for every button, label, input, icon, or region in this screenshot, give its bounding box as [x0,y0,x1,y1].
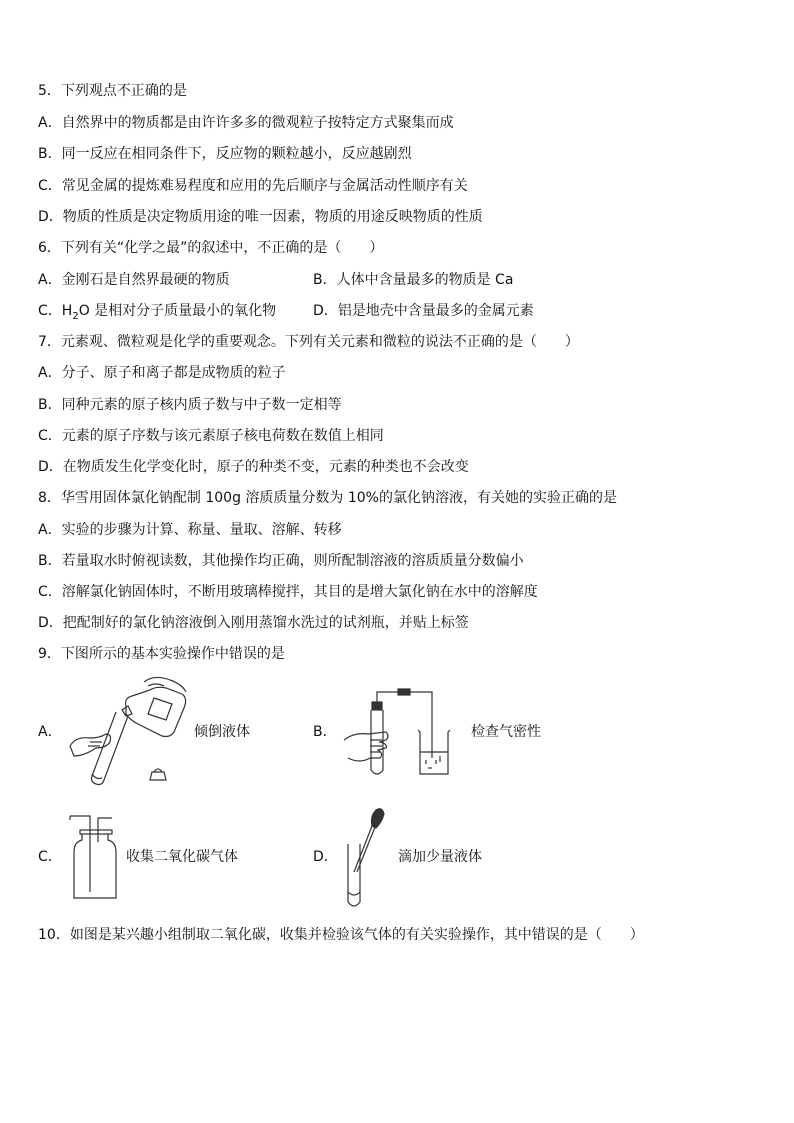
q6-option-b: B．人体中含量最多的物质是 Ca [313,272,514,288]
q5-stem: 5．下列观点不正确的是 [38,83,187,99]
q9-option-a-caption: 倾倒液体 [194,724,250,740]
q9-option-a-letter: A． [38,724,62,740]
q9-stem: 9．下图所示的基本实验操作中错误的是 [38,646,285,662]
q9-option-d-letter: D． [313,849,338,865]
airtightness-check-figure [340,684,466,780]
q7-option-b: B．同种元素的原子核内质子数与中子数一定相等 [38,397,342,413]
q6-option-a: A．金刚石是自然界最硬的物质 [38,272,230,288]
q9-option-b-letter: B． [313,724,337,740]
q6-option-c-suffix: O 是相对分子质量最小的氧化物 [78,303,277,319]
q8-option-c: C．溶解氯化钠固体时，不断用玻璃棒搅拌，其目的是增大氯化钠在水中的溶解度 [38,584,538,600]
q6-stem: 6．下列有关“化学之最”的叙述中，不正确的是（ ） [38,240,384,256]
q8-option-b: B．若量取水时俯视读数，其他操作均正确，则所配制溶液的溶质质量分数偏小 [38,553,524,569]
q10-stem: 10．如图是某兴趣小组制取二氧化碳，收集并检验该气体的有关实验操作，其中错误的是（ ） [38,927,644,943]
q5-option-b: B．同一反应在相同条件下，反应物的颗粒越小，反应越剧烈 [38,146,412,162]
q6-option-c-subscript: 2 [72,310,79,322]
q6-option-d: D．铝是地壳中含量最多的金属元素 [313,303,534,319]
q5-option-c: C．常见金属的提炼难易程度和应用的先后顺序与金属活动性顺序有关 [38,178,468,194]
q9-option-d-caption: 滴加少量液体 [398,849,482,865]
gas-collection-bottle-figure [68,812,122,902]
q6-option-c [38,302,276,326]
q9-option-b-caption: 检查气密性 [471,724,541,740]
q6-option-c-prefix: C．H [38,303,73,319]
dropper-figure [340,806,390,910]
q9-option-c-letter: C． [38,849,62,865]
q5-option-a: A．自然界中的物质都是由许许多多的微观粒子按特定方式聚集而成 [38,115,454,131]
q8-option-a: A．实验的步骤为计算、称量、量取、溶解、转移 [38,522,342,538]
q7-option-d: D．在物质发生化学变化时，原子的种类不变，元素的种类也不会改变 [38,459,469,475]
q8-option-d: D．把配制好的氯化钠溶液倒入刚用蒸馏水洗过的试剂瓶，并贴上标签 [38,615,469,631]
q7-option-a: A．分子、原子和离子都是成物质的粒子 [38,365,286,381]
q9-option-c-caption: 收集二氧化碳气体 [126,849,238,865]
q8-stem: 8．华雪用固体氯化钠配制 100g 溶质质量分数为 10%的氯化钠溶液，有关她的实验正确的是 [38,490,617,506]
q7-stem: 7．元素观、微粒观是化学的重要观念。下列有关元素和微粒的说法不正确的是（ ） [38,334,579,350]
q5-option-d: D．物质的性质是决定物质用途的唯一因素，物质的用途反映物质的性质 [38,209,483,225]
pouring-liquid-figure [66,676,190,788]
q7-option-c: C．元素的原子序数与该元素原子核电荷数在数值上相同 [38,428,384,444]
